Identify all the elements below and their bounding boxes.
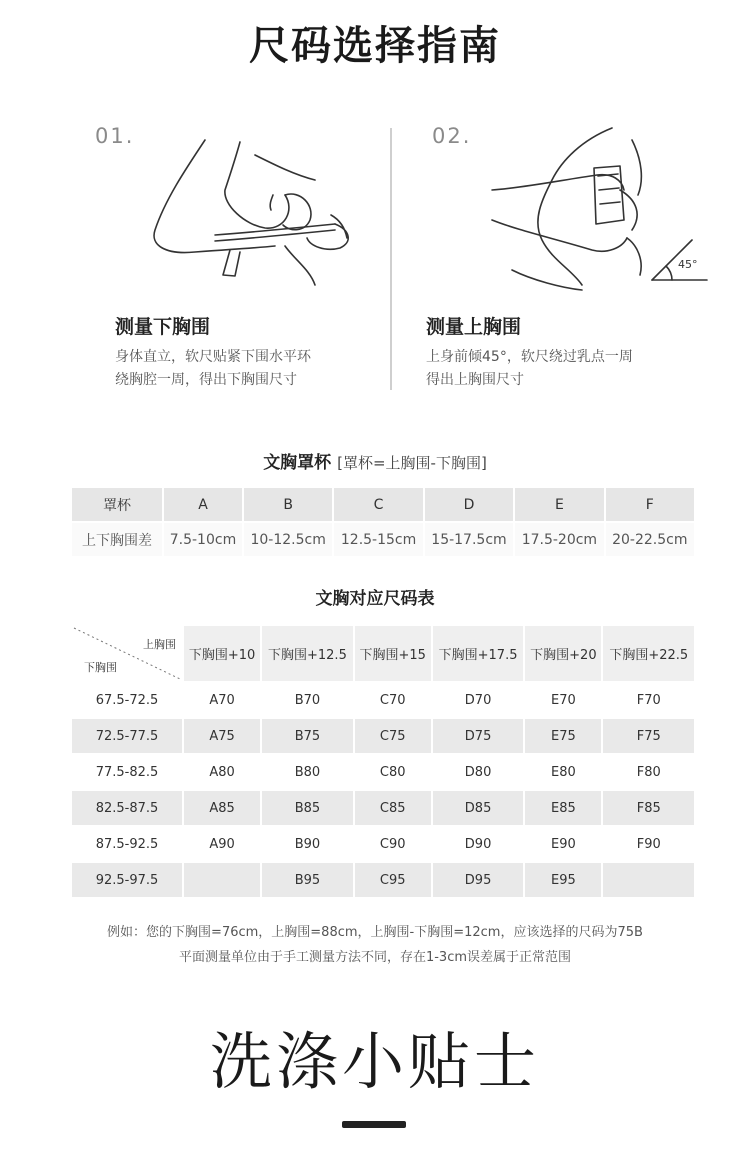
table-row [72, 523, 694, 556]
wash-tips-title: 洗涤小贴士 [209, 1025, 540, 1098]
table-cell: D80 [433, 755, 523, 789]
table-cell: F85 [603, 791, 694, 825]
table-cell: 15-17.5cm [425, 523, 513, 556]
table-cell: E75 [525, 719, 601, 753]
step-heading: 测量下胸围 [115, 316, 211, 338]
table-cell: B75 [262, 719, 352, 753]
step-description: 上身前倾45°，软尺绕过乳点一周 得出上胸围尺寸 [426, 349, 633, 388]
table-cell: C70 [355, 683, 431, 717]
table-cell: E80 [525, 755, 601, 789]
table-cell: D85 [433, 791, 523, 825]
table-header-cell: B [244, 488, 332, 521]
step-bust [426, 120, 750, 400]
table-row [72, 863, 694, 897]
table-cell: A80 [184, 755, 260, 789]
table-cell: D95 [433, 863, 523, 897]
size-section-title: 文胸对应尺码表 [315, 589, 435, 609]
table-cell: 92.5-97.5 [72, 863, 182, 897]
table-cell: 17.5-20cm [515, 523, 603, 556]
table-header-cell: C [334, 488, 422, 521]
size-table [70, 624, 696, 899]
table-header-row [72, 626, 694, 681]
table-cell: B90 [262, 827, 352, 861]
table-cell: D70 [433, 683, 523, 717]
table-cell: 20-22.5cm [606, 523, 694, 556]
table-header-cell: 罩杯 [72, 488, 162, 521]
error-note: 平面测量单位由于手工测量方法不同，存在1-3cm误差属于正常范围 [178, 950, 572, 965]
table-cell: 10-12.5cm [244, 523, 332, 556]
table-cell: B80 [262, 755, 352, 789]
table-cell: A75 [184, 719, 260, 753]
table-cell: B95 [262, 863, 352, 897]
table-cell: C95 [355, 863, 431, 897]
table-cell: E85 [525, 791, 601, 825]
table-header-cell: E [515, 488, 603, 521]
table-header-cell: 下胸围+15 [355, 626, 431, 681]
table-corner-cell [72, 626, 182, 681]
table-cell [184, 863, 260, 897]
table-cell: D75 [433, 719, 523, 753]
table-cell: F90 [603, 827, 694, 861]
table-cell: 82.5-87.5 [72, 791, 182, 825]
table-cell: C90 [355, 827, 431, 861]
table-header-cell: 下胸围+17.5 [433, 626, 523, 681]
step-number: 02. [432, 124, 472, 148]
step-number: 01. [95, 124, 135, 148]
table-cell: F75 [603, 719, 694, 753]
table-cell: 上下胸围差 [72, 523, 162, 556]
table-cell [603, 863, 694, 897]
step-heading: 测量上胸围 [426, 316, 522, 338]
angle-label: 45° [678, 258, 698, 271]
page-title: 尺码选择指南 [249, 23, 501, 69]
table-cell: A85 [184, 791, 260, 825]
table-row [72, 719, 694, 753]
table-cell: 72.5-77.5 [72, 719, 182, 753]
table-cell: A90 [184, 827, 260, 861]
table-header-cell: 下胸围+20 [525, 626, 601, 681]
table-cell: 12.5-15cm [334, 523, 422, 556]
table-header-cell: 下胸围+22.5 [603, 626, 694, 681]
steps-divider [390, 128, 392, 390]
cup-table [70, 486, 696, 558]
table-cell: 87.5-92.5 [72, 827, 182, 861]
underbust-measure-illustration [135, 120, 375, 300]
table-cell: C85 [355, 791, 431, 825]
table-cell: B70 [262, 683, 352, 717]
table-header-cell: 下胸围+10 [184, 626, 260, 681]
corner-bottom-label: 下胸围 [84, 661, 117, 674]
table-cell: E90 [525, 827, 601, 861]
table-cell: 67.5-72.5 [72, 683, 182, 717]
table-cell: 77.5-82.5 [72, 755, 182, 789]
table-row [72, 827, 694, 861]
step-description: 身体直立，软尺贴紧下围水平环 绕胸腔一周，得出下胸围尺寸 [115, 349, 311, 388]
cup-subtitle: [罩杯=上胸围-下胸围] [337, 454, 487, 472]
table-header-row [72, 488, 694, 521]
cup-section-title [0, 448, 750, 473]
table-row [72, 683, 694, 717]
table-header-cell: D [425, 488, 513, 521]
table-cell: E70 [525, 683, 601, 717]
table-cell: 7.5-10cm [164, 523, 242, 556]
example-note: 例如：您的下胸围=76cm，上胸围=88cm，上胸围-下胸围=12cm，应该选择的尺码为75B [107, 925, 643, 940]
table-cell: D90 [433, 827, 523, 861]
table-header-cell: 下胸围+12.5 [262, 626, 352, 681]
title-underline-bar [342, 1121, 406, 1128]
cup-title: 文胸罩杯 [263, 453, 332, 473]
table-header-cell: F [606, 488, 694, 521]
table-cell: E95 [525, 863, 601, 897]
table-row [72, 755, 694, 789]
step-underbust [95, 120, 425, 400]
bust-measure-illustration [472, 120, 712, 300]
table-cell: F80 [603, 755, 694, 789]
table-header-cell: A [164, 488, 242, 521]
table-cell: C75 [355, 719, 431, 753]
table-cell: B85 [262, 791, 352, 825]
table-row [72, 791, 694, 825]
table-cell: F70 [603, 683, 694, 717]
table-cell: C80 [355, 755, 431, 789]
corner-top-label: 上胸围 [143, 638, 176, 651]
table-cell: A70 [184, 683, 260, 717]
